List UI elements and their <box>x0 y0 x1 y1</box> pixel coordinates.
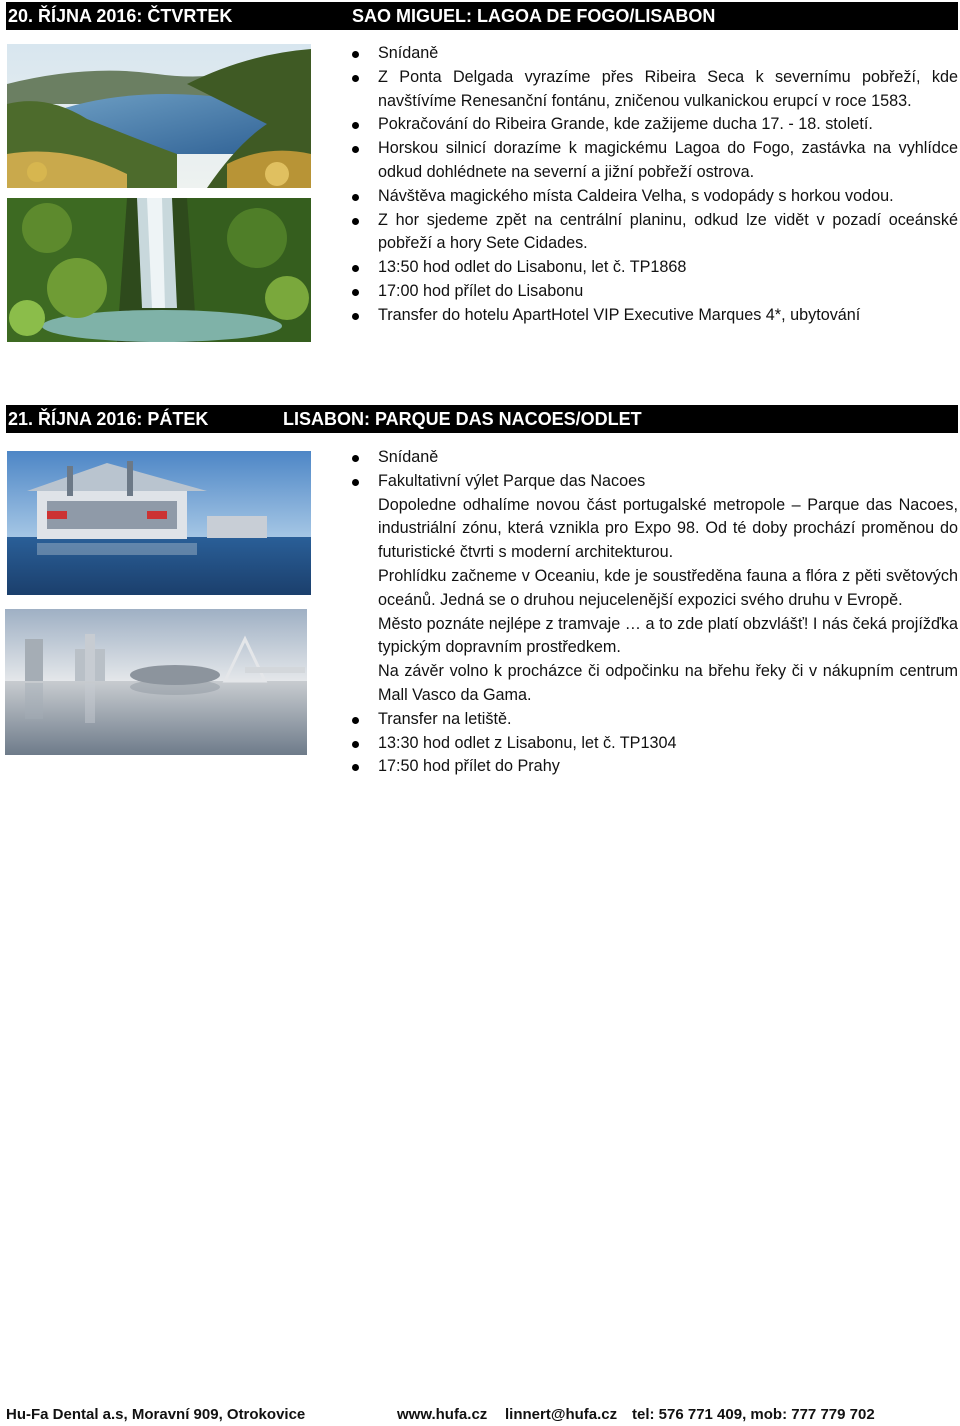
photo-oceanario <box>7 451 311 595</box>
day-header-2 <box>6 405 958 433</box>
list-item: Z Ponta Delgada vyrazíme přes Ribeira Seca k severnímu pobřeží, kde navštívíme Renesanční fontánu, zničenou vulkanickou erupcí v roce 1583. <box>350 66 958 114</box>
footer-web-link[interactable]: www.hufa.cz <box>397 1406 488 1423</box>
list-item: 17:50 hod přílet do Prahy <box>350 755 958 779</box>
item-paragraph: Město poznáte nejlépe z tramvaje … a to zde platí obzvlášť! I nás čeká projížďka typickým dopravním prostředkem. <box>378 614 958 657</box>
day1-itinerary <box>350 42 958 328</box>
day-title: SAO MIGUEL: LAGOA DE FOGO/LISABON <box>352 6 716 26</box>
list-item: Transfer na letiště. <box>350 708 958 732</box>
day2-itinerary <box>350 446 958 779</box>
item-paragraph: Dopoledne odhalíme novou část portugalské metropole – Parque das Nacoes, industriální zónu, která vznikla pro Expo 98. Od té doby prochází proměnou do futuristické čtvrti s moderní architekturou. <box>378 495 958 562</box>
list-item: Transfer do hotelu ApartHotel VIP Executive Marques 4*, ubytování <box>350 304 958 328</box>
list-item: Z hor sjedeme zpět na centrální planinu, odkud lze vidět v pozadí oceánské pobřeží a hory Sete Cidades. <box>350 209 958 257</box>
photo-caldeira-velha-waterfall <box>7 198 311 342</box>
footer-company: Hu-Fa Dental a.s, Moravní 909, Otrokovice <box>6 1406 306 1423</box>
footer-phone: tel: 576 771 409, mob: 777 779 702 <box>632 1406 875 1423</box>
day-date: 21. ŘÍJNA 2016: PÁTEK <box>8 409 209 429</box>
list-item: Snídaně <box>350 42 958 66</box>
day-date: 20. ŘÍJNA 2016: ČTVRTEK <box>8 6 233 26</box>
day-title: LISABON: PARQUE DAS NACOES/ODLET <box>283 409 642 429</box>
list-item: 13:30 hod odlet z Lisabonu, let č. TP1304 <box>350 732 958 756</box>
photo-lagoa-do-fogo <box>7 44 311 188</box>
item-paragraph: Prohlídku začneme v Oceaniu, kde je soustředěna fauna a flóra z pěti světových oceánů. Jedná se o druhou nejucelenější expozici svého druhu v Evropě. <box>378 566 958 609</box>
list-item: Snídaně <box>350 446 958 470</box>
page-footer <box>6 1404 958 1426</box>
footer-email-link[interactable]: linnert@hufa.cz <box>505 1406 618 1423</box>
list-item: Horskou silnicí dorazíme k magickému Lagoa do Fogo, zastávka na vyhlídce odkud dohlédnete na severní a jižní pobřeží ostrova. <box>350 137 958 185</box>
list-item: 13:50 hod odlet do Lisabonu, let č. TP1868 <box>350 256 958 280</box>
list-item: Pokračování do Ribeira Grande, kde zažijeme ducha 17. - 18. století. <box>350 113 958 137</box>
list-item <box>350 470 958 708</box>
list-item: Návštěva magického místa Caldeira Velha, s vodopády s horkou vodou. <box>350 185 958 209</box>
photo-parque-das-nacoes <box>5 609 307 755</box>
list-item: 17:00 hod přílet do Lisabonu <box>350 280 958 304</box>
day-header-1 <box>6 2 958 30</box>
item-heading: Fakultativní výlet Parque das Nacoes <box>378 471 646 490</box>
item-paragraph: Na závěr volno k procházce či odpočinku na břehu řeky či v nákupním centrum Mall Vasco da Gama. <box>378 662 958 704</box>
